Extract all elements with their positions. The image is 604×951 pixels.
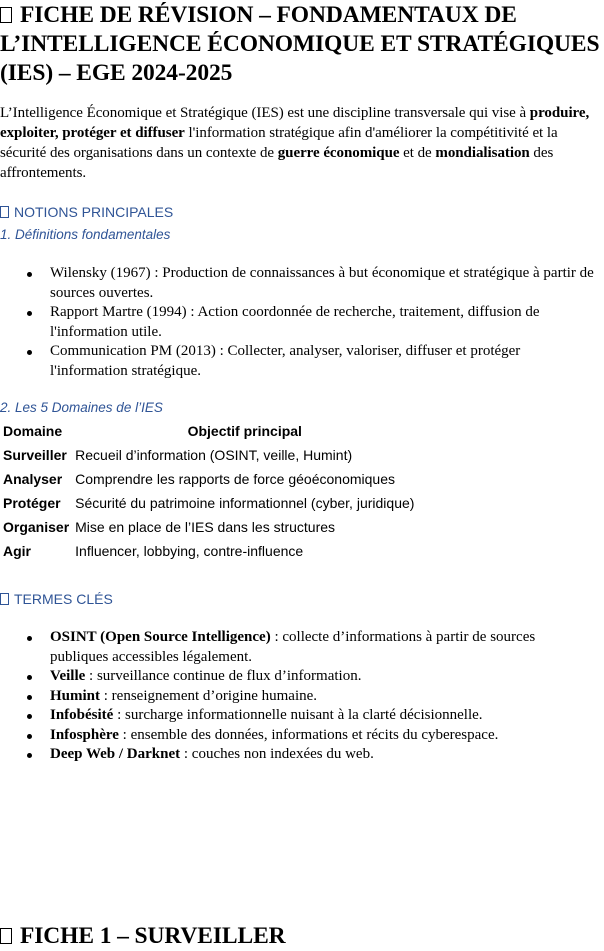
objective-cell: Comprendre les rapports de force géoéconomiques xyxy=(75,471,395,487)
missing-glyph-icon xyxy=(0,206,9,218)
key-terms-list xyxy=(0,628,600,765)
column-header-domain: Domaine xyxy=(3,423,63,439)
table-row xyxy=(0,515,417,539)
intro-text: l'information stratégique afin d'améliorer la compétitivité et la sécurité des organisations dans un contexte de xyxy=(0,125,558,161)
page-title-text: FICHE DE RÉVISION – FONDAMENTAUX DE L’INTELLIGENCE ÉCONOMIQUE ET STRATÉGIQUES (IES) – EGE 2024-2025 xyxy=(0,2,600,86)
term-label: Infosphère xyxy=(50,726,119,743)
section-heading-text: NOTIONS PRINCIPALES xyxy=(14,204,174,220)
list-item: Rapport Martre (1994) : Action coordonnée de recherche, traitement, diffusion de l'information utile. xyxy=(0,303,600,342)
term-definition: : renseignement d’origine humaine. xyxy=(100,687,318,704)
domains-table xyxy=(0,419,417,563)
column-header-objective: Objectif principal xyxy=(187,423,302,439)
term-label: Veille xyxy=(50,668,86,684)
missing-glyph-icon xyxy=(0,593,9,605)
table-row xyxy=(0,491,417,515)
table-row xyxy=(0,539,417,563)
term-definition: : surveillance continue de flux d’information. xyxy=(85,668,362,684)
intro-emphasis: guerre économique xyxy=(277,145,400,161)
section-heading-terms xyxy=(0,589,113,609)
intro-emphasis: produire, exploiter, protéger et diffuser xyxy=(0,105,590,141)
term-definition: : couches non indexées du web. xyxy=(180,746,374,762)
missing-glyph-icon xyxy=(0,7,12,23)
table-row xyxy=(0,467,417,491)
term-label: OSINT (Open Source Intelligence) xyxy=(50,629,271,645)
term-label: Humint xyxy=(50,687,101,704)
domain-cell: Protéger xyxy=(3,495,61,511)
fiche-1-heading-text: FICHE 1 – SURVEILLER xyxy=(20,923,286,949)
page-title xyxy=(0,1,600,88)
list-item: Communication PM (2013) : Collecter, analyser, valoriser, diffuser et protéger l'information stratégique. xyxy=(0,342,600,381)
domain-cell: Agir xyxy=(3,543,31,559)
list-item xyxy=(0,745,600,765)
intro-paragraph xyxy=(0,103,604,183)
list-item: Wilensky (1967) : Production de connaissances à but économique et stratégique à partir de sources ouvertes. xyxy=(0,264,600,303)
section-heading-text: TERMES CLÉS xyxy=(14,591,113,607)
table-header-row xyxy=(0,419,417,443)
term-definition: : ensemble des données, informations et récits du cyberespace. xyxy=(118,726,499,743)
list-item xyxy=(0,687,600,707)
objective-cell: Mise en place de l’IES dans les structures xyxy=(75,519,336,535)
objective-cell: Recueil d’information (OSINT, veille, Humint) xyxy=(75,447,353,463)
intro-text: et de xyxy=(399,145,436,161)
list-item xyxy=(0,667,600,687)
term-definition: : surcharge informationnelle nuisant à la clarté décisionnelle. xyxy=(113,707,483,723)
term-label: Infobésité xyxy=(50,707,114,723)
domain-cell: Organiser xyxy=(3,519,70,535)
objective-cell: Sécurité du patrimoine informationnel (cyber, juridique) xyxy=(75,495,415,511)
intro-emphasis: mondialisation xyxy=(435,145,530,161)
definitions-list xyxy=(0,264,600,381)
term-label: Deep Web / Darknet xyxy=(50,746,181,762)
intro-text: L’Intelligence Économique et Stratégique (IES) est une discipline transversale qui vise à xyxy=(0,105,530,121)
table-row xyxy=(0,443,417,467)
domain-cell: Surveiller xyxy=(3,447,67,463)
fiche-1-heading xyxy=(0,922,600,951)
subsection-heading-domains: 2. Les 5 Domaines de l’IES xyxy=(0,400,163,415)
missing-glyph-icon xyxy=(0,928,12,944)
objective-cell: Influencer, lobbying, contre-influence xyxy=(75,543,304,559)
list-item xyxy=(0,628,600,667)
subsection-heading-definitions: 1. Définitions fondamentales xyxy=(0,227,171,242)
list-item xyxy=(0,706,600,726)
domain-cell: Analyser xyxy=(3,471,63,487)
list-item xyxy=(0,726,600,746)
term-definition: : collecte d’informations à partir de sources publiques accessibles légalement. xyxy=(50,629,536,665)
section-heading-notions xyxy=(0,202,173,222)
intro-text: des affrontements. xyxy=(0,145,554,181)
